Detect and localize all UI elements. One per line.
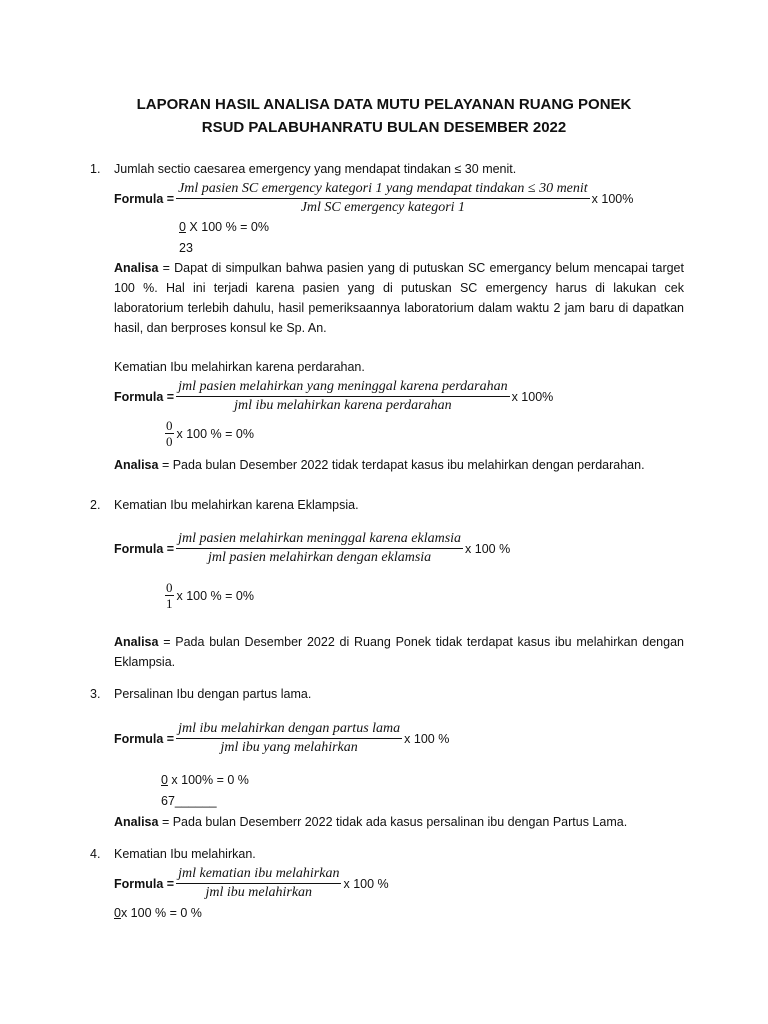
formula-label: Formula = [114,191,175,206]
calc-denominator: 1 [166,596,173,611]
formula-denominator: jml pasien melahirkan dengan eklamsia [207,550,432,565]
section-4-heading: Kematian Ibu melahirkan. [114,847,256,861]
formula-label: Formula = [114,541,175,556]
calc-result: x 100 % = 0% [176,426,254,441]
section-3-heading: Persalinan Ibu dengan partus lama. [114,687,312,701]
section-4-calculation [114,906,202,920]
calc-denominator: 67______ [161,794,217,808]
section-1-calculation [179,220,269,234]
section-3-calculation [161,773,249,787]
formula-numerator: jml ibu melahirkan dengan partus lama [176,720,402,739]
calc-numerator: 0 [114,906,121,920]
section-1b-calculation [165,418,254,449]
analisa-label: Analisa [114,261,159,275]
formula-multiplier: x 100% [591,191,634,206]
calc-numerator: 0 [179,220,186,234]
section-4-number: 4. [90,847,101,861]
section-2-number: 2. [90,498,101,512]
section-1-formula [114,180,633,217]
formula-fraction [176,378,509,415]
analisa-text: = Pada bulan Desember 2022 tidak terdapat kasus ibu melahirkan dengan perdarahan. [158,458,645,472]
formula-fraction [176,865,341,902]
section-4-formula [114,865,389,902]
analisa-text: = Pada bulan Desemberr 2022 tidak ada kasus persalinan ibu dengan Partus Lama. [158,815,628,829]
formula-denominator: jml ibu melahirkan karena perdarahan [234,398,452,413]
formula-denominator: jml ibu yang melahirkan [220,740,358,755]
calc-result: x 100 % = 0% [176,588,254,603]
formula-fraction [176,530,463,567]
analisa-text: = Dapat di simpulkan bahwa pasien yang di putuskan SC emergancy belum mencapai target 100 %. Hal ini terjadi karena pasien yang di putuskan SC emergency harus di lakukan cek laboratorium terlebih dahulu, hasil pemeriksaannya laboratorium dalam waktu 2 jam baru di dapatkan hasil, dan berproses konsul ke Sp. An. [114,261,684,335]
formula-numerator: Jml pasien SC emergency kategori 1 yang mendapat tindakan ≤ 30 menit [176,180,590,199]
analisa-label: Analisa [114,458,159,472]
formula-multiplier: x 100% [511,389,554,404]
formula-denominator: Jml SC emergency kategori 1 [300,200,466,215]
section-1b-heading: Kematian Ibu melahirkan karena perdarahan. [114,360,365,374]
calc-fraction [165,580,174,611]
formula-fraction [176,720,402,757]
calc-numerator: 0 [166,580,173,595]
section-1-number: 1. [90,162,101,176]
calc-denominator: 0 [166,434,173,449]
section-1b-formula [114,378,553,415]
formula-multiplier: x 100 % [343,876,389,891]
section-1b-analisa [114,455,684,475]
calc-result: x 100 % = 0 % [120,906,202,920]
formula-numerator: jml kematian ibu melahirkan [176,865,341,884]
section-1-analisa [114,258,684,338]
analisa-label: Analisa [114,815,159,829]
formula-label: Formula = [114,389,175,404]
formula-multiplier: x 100 % [404,731,450,746]
calc-denominator: 23 [179,241,193,255]
formula-denominator: jml ibu melahirkan [205,885,313,900]
document-title-line-1: LAPORAN HASIL ANALISA DATA MUTU PELAYANAN RUANG PONEK [136,96,632,113]
formula-fraction [176,180,590,217]
document-title-line-2: RSUD PALABUHANRATU BULAN DESEMBER 2022 [201,119,567,136]
section-3-analisa [114,812,684,832]
calc-numerator: 0 [161,773,168,787]
section-2-heading: Kematian Ibu melahirkan karena Eklampsia. [114,498,359,512]
section-2-formula [114,530,510,567]
section-3-number: 3. [90,687,101,701]
calc-result: X 100 % = 0% [185,220,269,234]
formula-numerator: jml pasien melahirkan yang meninggal karena perdarahan [176,378,509,397]
calc-result: x 100% = 0 % [167,773,249,787]
section-2-analisa [114,632,684,672]
section-3-formula [114,720,449,757]
formula-label: Formula = [114,876,175,891]
analisa-text: = Pada bulan Desember 2022 di Ruang Ponek tidak terdapat kasus ibu melahirkan dengan Eklampsia. [114,635,684,669]
analisa-label: Analisa [114,635,159,649]
section-2-calculation [165,580,254,611]
calc-numerator: 0 [166,418,173,433]
calc-fraction [165,418,174,449]
formula-multiplier: x 100 % [465,541,511,556]
formula-numerator: jml pasien melahirkan meninggal karena eklamsia [176,530,463,549]
section-1-heading: Jumlah sectio caesarea emergency yang mendapat tindakan ≤ 30 menit. [114,162,517,176]
formula-label: Formula = [114,731,175,746]
